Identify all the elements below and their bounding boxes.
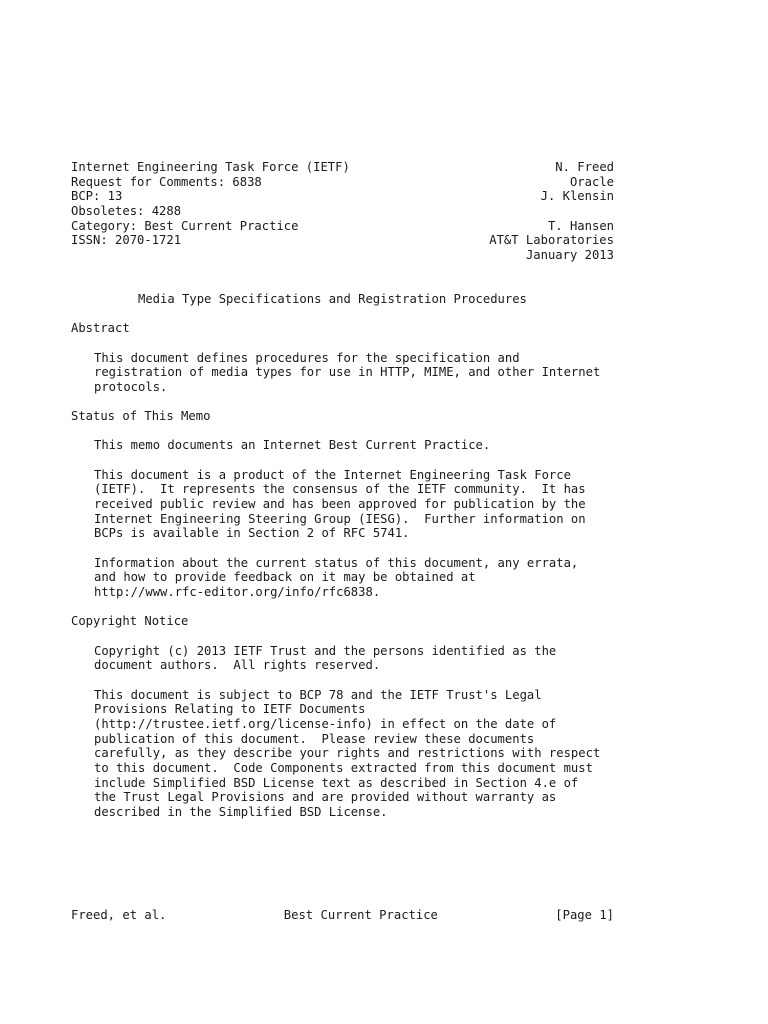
copyright-heading: Copyright Notice — [71, 614, 189, 629]
header-row — [71, 219, 614, 234]
header-left: BCP: 13 — [71, 189, 123, 204]
status-line: received public review and has been approved for publication by the — [94, 497, 586, 512]
header-right: N. Freed — [555, 160, 614, 174]
header-row — [71, 175, 614, 190]
copyright-line: Provisions Relating to IETF Documents — [94, 702, 366, 717]
status-line: (IETF). It represents the consensus of the IETF community. It has — [94, 482, 586, 497]
header-left: Internet Engineering Task Force (IETF) — [71, 160, 350, 174]
footer-page-number: [Page 1] — [555, 908, 614, 922]
status-line: This document is a product of the Internet Engineering Task Force — [94, 467, 571, 482]
license-info-link: (http://trustee.ietf.org/license-info) in effect on the date of — [94, 716, 557, 731]
header-row — [71, 248, 614, 263]
header-right: January 2013 — [525, 247, 614, 262]
header-row — [71, 204, 614, 219]
abstract-heading: Abstract — [71, 321, 130, 336]
header-right: T. Hansen — [547, 218, 614, 233]
status-heading: Status of This Memo — [71, 409, 211, 424]
copyright-line: carefully, as they describe your rights and restrictions with respect — [94, 746, 601, 761]
rfc-editor-link: http://www.rfc-editor.org/info/rfc6838. — [94, 585, 381, 600]
header-row — [71, 189, 614, 204]
copyright-line: document authors. All rights reserved. — [94, 658, 381, 673]
footer-category: Best Current Practice — [283, 908, 438, 922]
header-right: Oracle — [569, 174, 614, 189]
status-line: Information about the current status of this document, any errata, — [94, 555, 579, 570]
copyright-line: to this document. Code Components extracted from this document must — [94, 760, 593, 775]
status-line: Internet Engineering Steering Group (IESG). Further information on — [94, 511, 586, 526]
document-title: Media Type Specifications and Registration Procedures — [138, 291, 527, 306]
copyright-line: described in the Simplified BSD License. — [94, 804, 388, 819]
copyright-line: include Simplified BSD License text as described in Section 4.e of — [94, 775, 579, 790]
header-right: AT&T Laboratories — [489, 233, 614, 248]
status-line: and how to provide feedback on it may be obtained at — [94, 570, 476, 585]
status-line: This memo documents an Internet Best Current Practice. — [94, 438, 491, 453]
header-left: Category: Best Current Practice — [71, 218, 299, 233]
abstract-line: protocols. — [94, 379, 168, 394]
header-left: Request for Comments: 6838 — [71, 174, 262, 189]
header-row — [71, 233, 614, 248]
header-left: ISSN: 2070-1721 — [71, 233, 182, 248]
footer-authors: Freed, et al. — [71, 908, 167, 922]
page-footer — [71, 908, 614, 923]
abstract-line: This document defines procedures for the specification and — [94, 350, 520, 365]
abstract-line: registration of media types for use in HTTP, MIME, and other Internet — [94, 365, 601, 380]
status-line: BCPs is available in Section 2 of RFC 5741. — [94, 526, 410, 541]
rfc-page — [71, 160, 614, 820]
copyright-line: Copyright (c) 2013 IETF Trust and the persons identified as the — [94, 643, 557, 658]
copyright-line: publication of this document. Please review these documents — [94, 731, 535, 746]
header-right: J. Klensin — [540, 189, 614, 204]
header-left: Obsoletes: 4288 — [71, 203, 182, 218]
copyright-line: the Trust Legal Provisions and are provided without warranty as — [94, 790, 557, 805]
header-row — [71, 160, 614, 175]
copyright-line: This document is subject to BCP 78 and the IETF Trust's Legal — [94, 687, 542, 702]
header-block — [71, 160, 614, 263]
